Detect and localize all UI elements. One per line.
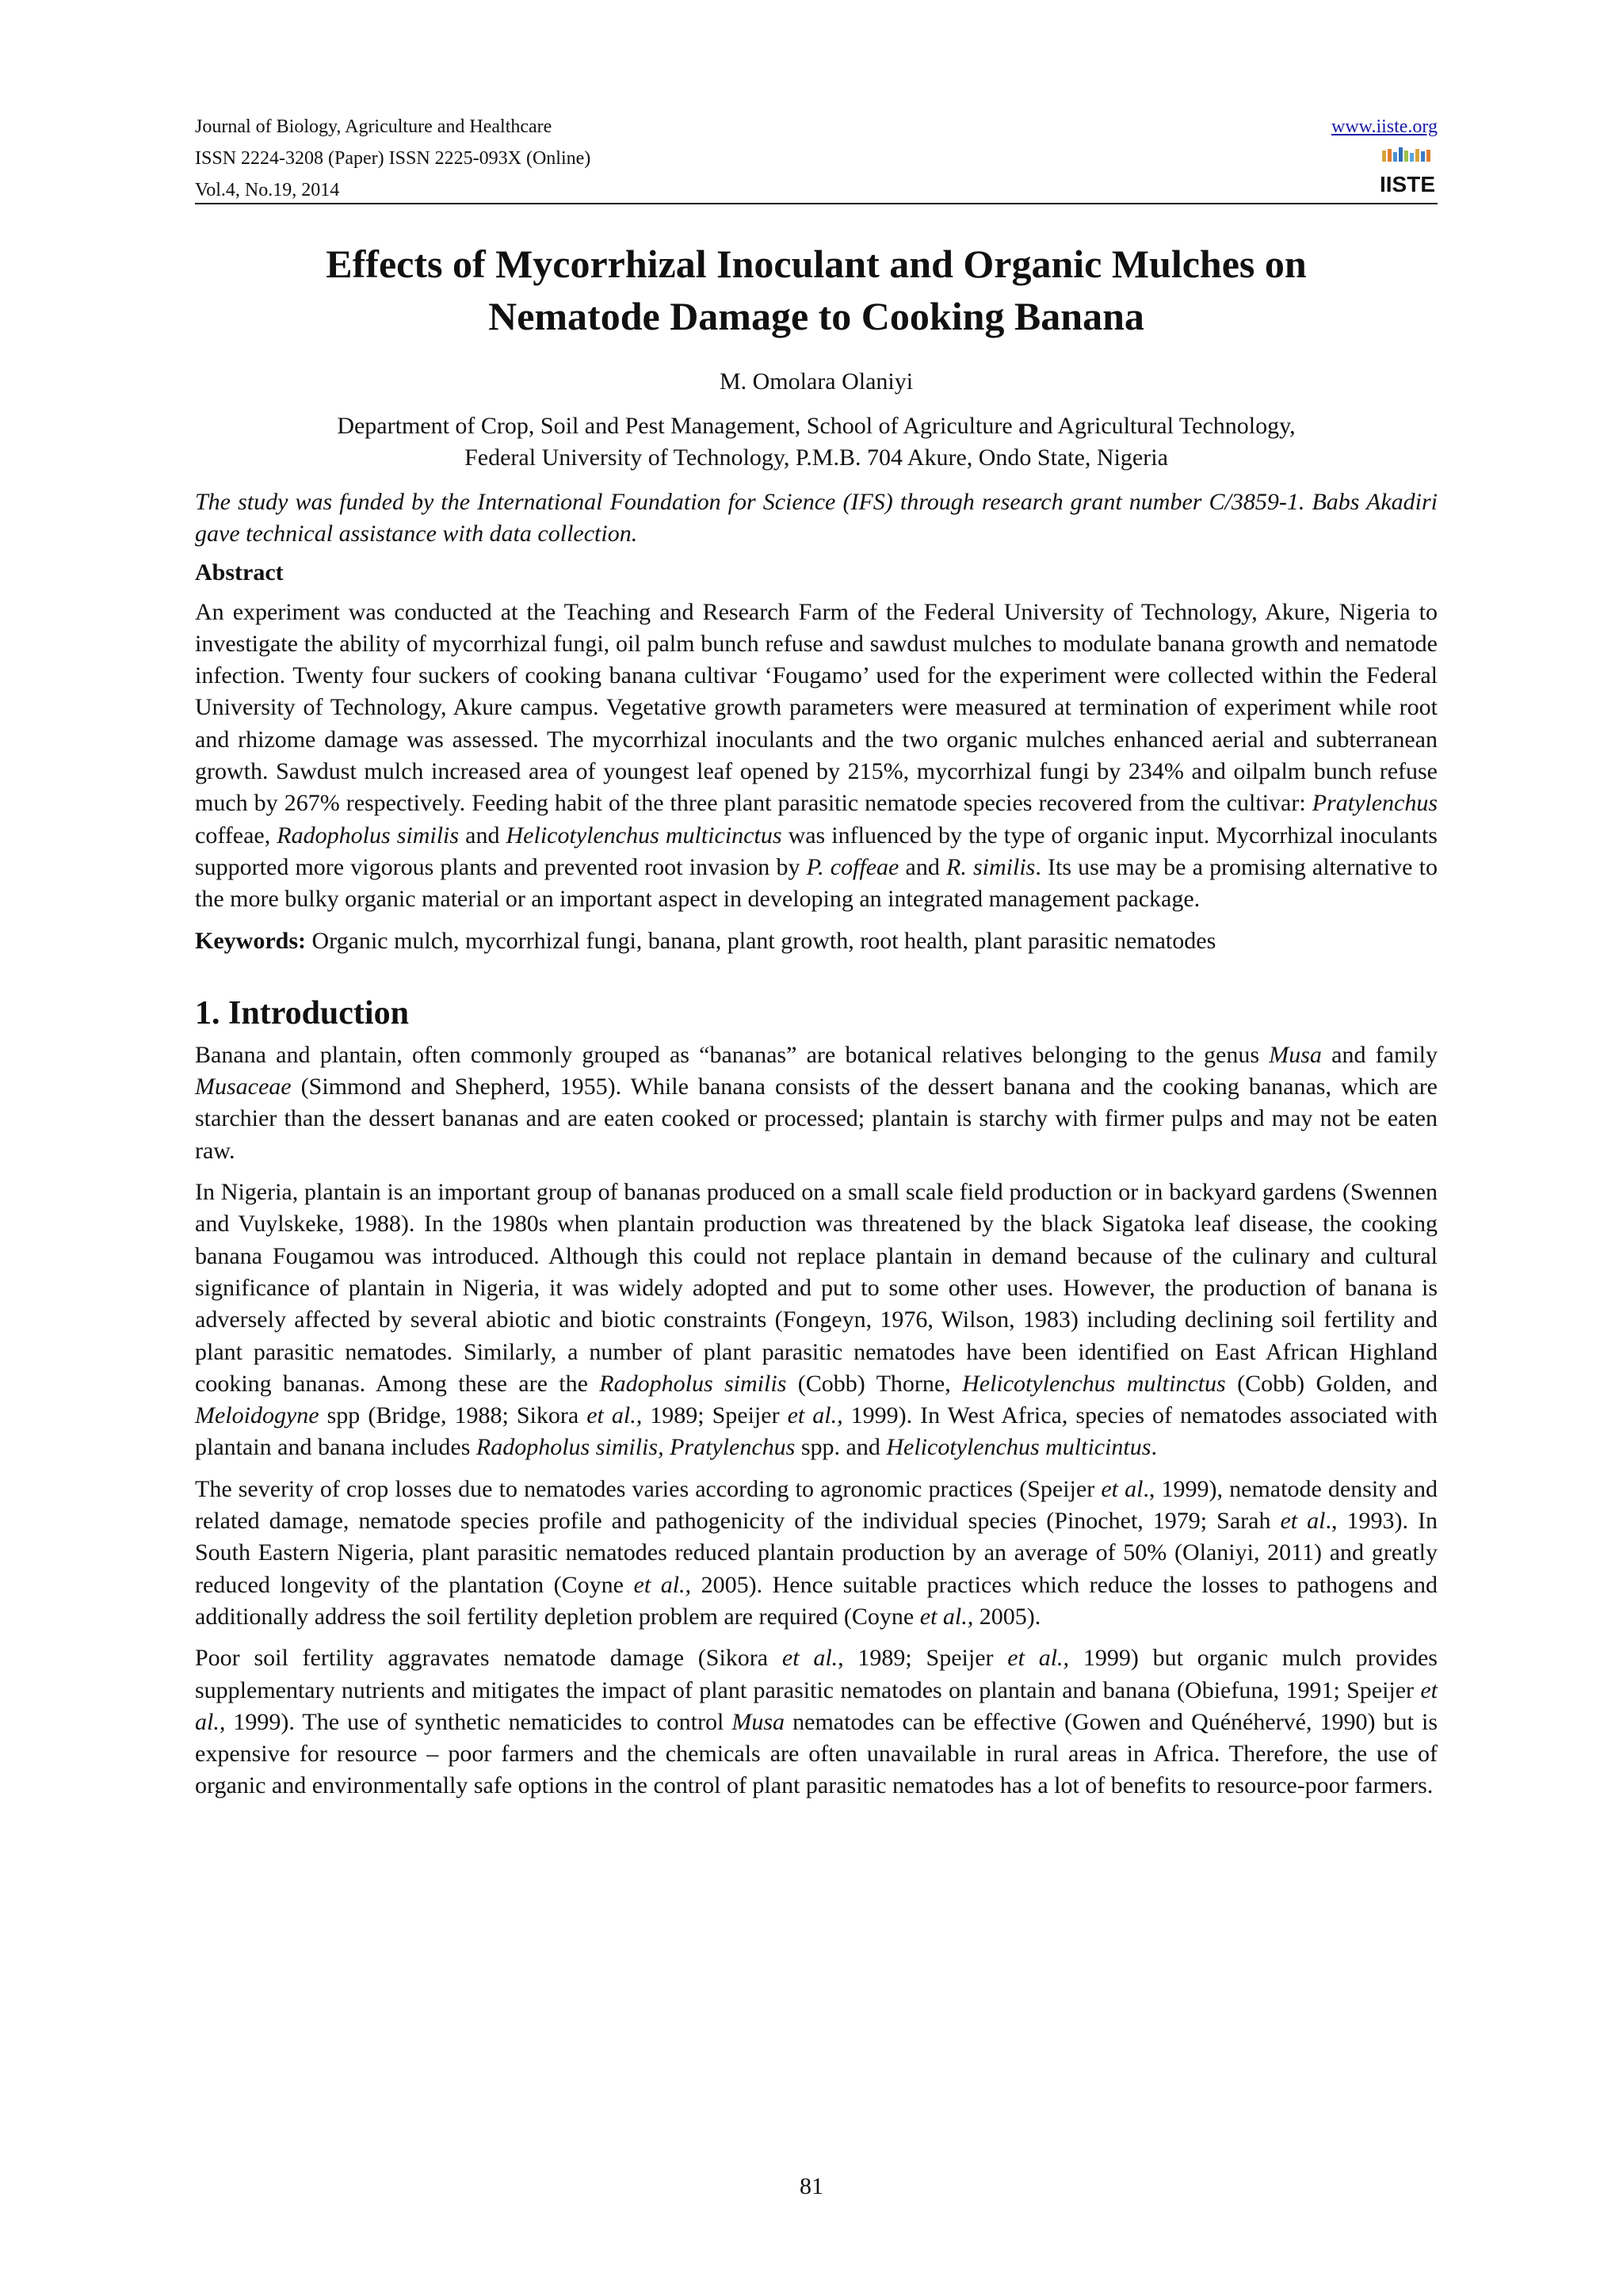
italic-term: Meloidogyne bbox=[195, 1402, 319, 1429]
journal-volume: Vol.4, No.19, 2014 bbox=[195, 180, 340, 200]
italic-term: et al., bbox=[195, 1676, 1438, 1735]
page-number: 81 bbox=[800, 2173, 823, 2199]
text-run: . Its use may be a promising alternative to the more bulky organic material or an important aspect in developing an integrated management package. bbox=[195, 853, 1438, 913]
keywords-line bbox=[195, 925, 1438, 957]
iiste-logo-icon bbox=[1379, 146, 1436, 196]
text-run: , 1989; Speijer bbox=[838, 1645, 1008, 1672]
text-run: 1989; Speijer bbox=[642, 1402, 788, 1429]
italic-term: Radopholus similis bbox=[599, 1370, 787, 1397]
intro-paragraph-4 bbox=[195, 1642, 1438, 1802]
text-run: Poor soil fertility aggravates nematode damage (Sikora bbox=[195, 1645, 782, 1672]
text-run: and bbox=[459, 822, 506, 849]
text-run: ., 1999), nematode density and related damage, nematode species profile and pathogenicity of the individual species (Pinochet, 1979; Sarah bbox=[195, 1475, 1438, 1535]
text-run: 1999). The use of synthetic nematicides to control bbox=[225, 1708, 732, 1735]
italic-term: et al., bbox=[586, 1402, 643, 1429]
journal-name: Journal of Biology, Agriculture and Healthcare bbox=[195, 116, 552, 137]
journal-url-link[interactable]: www.iiste.org bbox=[1331, 116, 1438, 137]
svg-text:IISTE: IISTE bbox=[1379, 172, 1436, 196]
intro-paragraph-2 bbox=[195, 1177, 1438, 1464]
italic-term: et al., bbox=[919, 1603, 974, 1630]
italic-term: R. similis bbox=[946, 853, 1036, 880]
italic-term: Helicotylenchus multicinctus bbox=[506, 822, 782, 849]
text-run: spp. and bbox=[795, 1434, 887, 1461]
italic-term: Radopholus similis bbox=[277, 822, 460, 849]
text-run: 1999) but organic mulch provides supplementary nutrients and mitigates the impact of plant parasitic nematodes on plantain and banana (Obiefuna, 1991; Speijer bbox=[195, 1645, 1438, 1703]
paper-title bbox=[195, 238, 1438, 342]
text-run: . bbox=[1151, 1434, 1157, 1461]
italic-term: et al. bbox=[781, 1645, 838, 1672]
text-run: and family bbox=[1321, 1041, 1438, 1068]
italic-term: Musaceae bbox=[195, 1074, 292, 1100]
abstract-text bbox=[195, 597, 1438, 916]
text-run: 2005). Hence suitable practices which reduce the losses to pathogens and additionally address the soil fertility depletion problem are required (Coyne bbox=[195, 1571, 1438, 1630]
keywords-list: Organic mulch, mycorrhizal fungi, banana, plant growth, root health, plant parasitic nematodes bbox=[305, 927, 1216, 954]
text-run: and bbox=[899, 853, 946, 880]
funding-note: The study was funded by the International Foundation for Science (IFS) through research grant number C/3859-1. Babs Akadiri gave technical assistance with data collection. bbox=[195, 489, 1438, 547]
text-run: In Nigeria, plantain is an important group of bananas produced on a small scale field production or in backyard gardens (Swennen and Vuylskeke, 1988). In the 1980s when plantain production was threatened by the black Sigatoka leaf disease, the cooking banana Fougamou was introduced. Although this could not replace plantain in demand because of the culinary and cultural significance of plantain in Nigeria, it was widely adopted and put to some other uses. However, the production of banana is adversely affected by several abiotic and biotic constraints (Fongeyn, 1976, Wilson, 1983) including declining soil fertility and plant parasitic nematodes. Similarly, a number of plant parasitic nematodes have been identified on East African Highland cooking bananas. Among these are the bbox=[195, 1179, 1438, 1397]
affiliation-line-1: Department of Crop, Soil and Pest Management, School of Agriculture and Agricultural Technology, bbox=[337, 413, 1296, 439]
text-run: 2005). bbox=[973, 1603, 1041, 1630]
title-line-2: Nematode Damage to Cooking Banana bbox=[488, 294, 1144, 338]
title-line-1: Effects of Mycorrhizal Inoculant and Organic Mulches on bbox=[326, 242, 1307, 286]
paper-page bbox=[195, 111, 1438, 1802]
text-run: coffeae, bbox=[195, 822, 277, 849]
keywords-label: Keywords: bbox=[195, 927, 306, 954]
italic-term: Helicotylenchus multicintus bbox=[886, 1434, 1151, 1461]
intro-paragraph-1 bbox=[195, 1039, 1438, 1167]
author-name: M. Omolara Olaniyi bbox=[719, 368, 914, 395]
affiliation-line-2: Federal University of Technology, P.M.B. 704 Akure, Ondo State, Nigeria bbox=[464, 444, 1168, 471]
text-run: ., 1993). In South Eastern Nigeria, plant parasitic nematodes reduced plantain production by an average of 50% (Olaniyi, 2011) and greatly reduced longevity of the plantation (Coyne bbox=[195, 1508, 1438, 1598]
section-heading-introduction: 1. Introduction bbox=[195, 994, 409, 1032]
italic-term: et al., bbox=[787, 1402, 843, 1429]
italic-term: Pratylenchus bbox=[1312, 790, 1438, 817]
author-affiliation bbox=[195, 410, 1438, 474]
text-run: (Cobb) Thorne, bbox=[786, 1370, 963, 1397]
journal-issn: ISSN 2224-3208 (Paper) ISSN 2225-093X (Online) bbox=[195, 148, 591, 169]
text-run: spp (Bridge, 1988; Sikora bbox=[319, 1402, 587, 1429]
italic-term: Musa bbox=[731, 1708, 785, 1735]
text-run: Banana and plantain, often commonly grouped as “bananas” are botanical relatives belonging to the genus bbox=[195, 1041, 1270, 1068]
italic-term: Musa bbox=[1269, 1041, 1322, 1068]
text-run: An experiment was conducted at the Teaching and Research Farm of the Federal University of Technology, Akure, Nigeria to investigate the ability of mycorrhizal fungi, oil palm bunch refuse and sawdust mulches to modulate banana growth and nematode infection. Twenty four suckers of cooking banana cultivar ‘Fougamo’ used for the experiment were collected within the Federal University of Technology, Akure campus. Vegetative growth parameters were measured at termination of experiment while root and rhizome damage was assessed. The mycorrhizal inoculants and the two organic mulches enhanced aerial and subterranean growth. Sawdust mulch increased area of youngest leaf opened by 215%, mycorrhizal fungi by 234% and oilpalm bunch refuse much by 267% respectively. Feeding habit of the three plant parasitic nematode species recovered from the cultivar: bbox=[195, 598, 1438, 817]
italic-term: Helicotylenchus multinctus bbox=[962, 1370, 1226, 1397]
italic-term: P. coffeae bbox=[806, 853, 899, 880]
journal-info bbox=[195, 111, 1438, 206]
italic-term: et al., bbox=[1007, 1645, 1070, 1672]
abstract-heading: Abstract bbox=[195, 559, 284, 585]
text-run: The severity of crop losses due to nematodes varies according to agronomic practices (Speijer bbox=[195, 1475, 1102, 1502]
text-run: (Cobb) Golden, and bbox=[1225, 1370, 1438, 1397]
text-run: 1999). In West Africa, species of nematodes associated with plantain and banana includes bbox=[195, 1402, 1438, 1461]
intro-paragraph-3 bbox=[195, 1474, 1438, 1633]
text-run: was influenced by the type of organic input. Mycorrhizal inoculants supported more vigorous plants and prevented root invasion by bbox=[195, 822, 1438, 880]
italic-term: et al bbox=[1101, 1475, 1144, 1502]
italic-term: et al., bbox=[633, 1571, 692, 1598]
journal-header bbox=[195, 111, 1438, 204]
italic-term: Radopholus similis, Pratylenchus bbox=[475, 1434, 796, 1461]
text-run: nematodes can be effective (Gowen and Quénéhervé, 1990) but is expensive for resource – poor farmers and the chemicals are often unavailable in rural areas in Africa. Therefore, the use of organic and environmentally safe options in the control of plant parasitic nematodes has a lot of benefits to resource-poor farmers. bbox=[195, 1708, 1438, 1799]
text-run: (Simmond and Shepherd, 1955). While banana consists of the dessert banana and the cooking bananas, which are starchier than the dessert bananas and are eaten cooked or processed; plantain is starchy with firmer pulps and may not be eaten raw. bbox=[195, 1074, 1438, 1164]
italic-term: et al bbox=[1280, 1508, 1326, 1535]
